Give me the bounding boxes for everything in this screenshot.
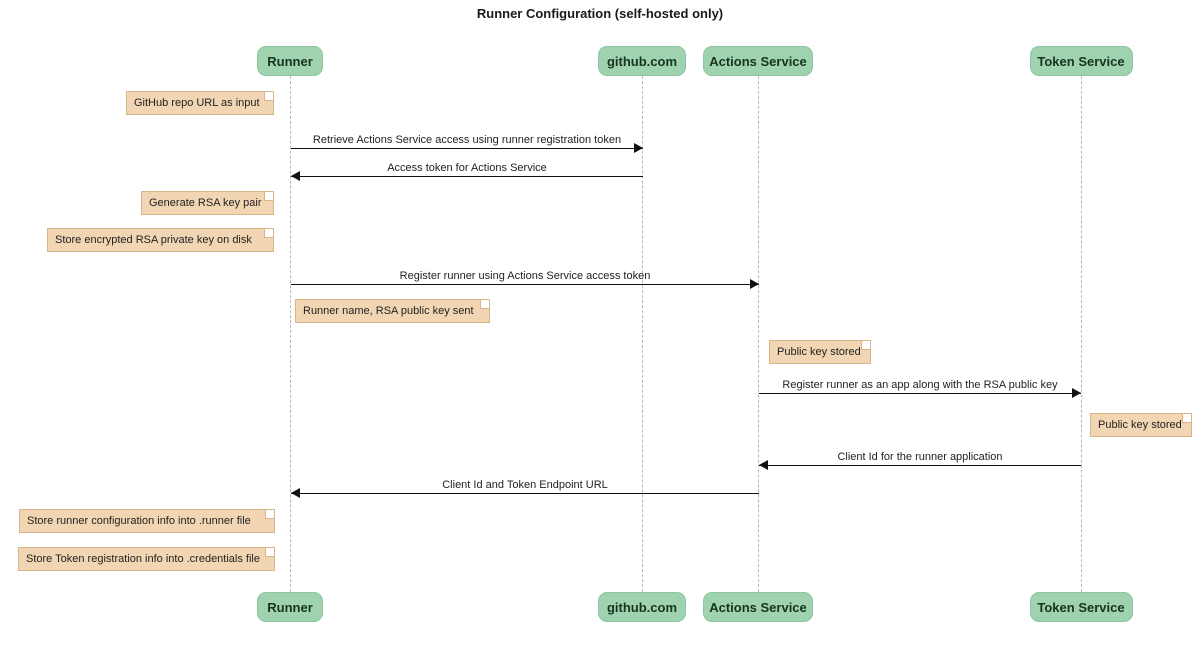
message-line	[291, 284, 759, 285]
actor-top-github-com[interactable]	[598, 46, 686, 76]
lifeline-actions-service	[758, 76, 759, 592]
actor-label: Token Service	[1037, 54, 1125, 69]
note-text: Store runner configuration info into .runner file	[27, 515, 251, 527]
diagram-title: Runner Configuration (self-hosted only)	[476, 6, 724, 21]
message-line	[291, 148, 643, 149]
note-text: Public key stored	[1098, 419, 1182, 431]
actor-bottom-actions-service[interactable]	[703, 592, 813, 622]
actor-bottom-runner[interactable]	[257, 592, 323, 622]
lifeline-runner	[290, 76, 291, 592]
actor-top-runner[interactable]	[257, 46, 323, 76]
message-label: Register runner as an app along with the RSA public key	[782, 379, 1058, 391]
note	[18, 547, 275, 571]
note	[47, 228, 274, 252]
actor-top-actions-service[interactable]	[703, 46, 813, 76]
note-text: Generate RSA key pair	[149, 197, 262, 209]
actor-top-token-service[interactable]	[1030, 46, 1133, 76]
note	[126, 91, 274, 115]
message-line	[759, 465, 1081, 466]
actor-label: Runner	[267, 54, 313, 69]
note	[769, 340, 871, 364]
message-label: Retrieve Actions Service access using runner registration token	[312, 134, 622, 146]
actor-label: Runner	[267, 600, 313, 615]
note	[19, 509, 275, 533]
note-text: Store encrypted RSA private key on disk	[55, 234, 252, 246]
actor-bottom-github-com[interactable]	[598, 592, 686, 622]
note-text: Store Token registration info into .credentials file	[26, 553, 260, 565]
actor-bottom-token-service[interactable]	[1030, 592, 1133, 622]
note	[1090, 413, 1192, 437]
message-label: Client Id for the runner application	[837, 451, 1003, 463]
message-label: Client Id and Token Endpoint URL	[442, 479, 608, 491]
note	[295, 299, 490, 323]
note	[141, 191, 274, 215]
message-line	[759, 393, 1081, 394]
actor-label: Actions Service	[709, 600, 807, 615]
note-text: Runner name, RSA public key sent	[303, 305, 474, 317]
note-text: GitHub repo URL as input	[134, 97, 260, 109]
lifeline-token-service	[1081, 76, 1082, 592]
actor-label: github.com	[606, 600, 678, 615]
message-label: Register runner using Actions Service access token	[399, 270, 651, 282]
note-text: Public key stored	[777, 346, 861, 358]
message-line	[291, 176, 643, 177]
lifeline-github-com	[642, 76, 643, 592]
actor-label: Actions Service	[709, 54, 807, 69]
message-line	[291, 493, 759, 494]
actor-label: Token Service	[1037, 600, 1125, 615]
message-label: Access token for Actions Service	[387, 162, 547, 174]
actor-label: github.com	[606, 54, 678, 69]
